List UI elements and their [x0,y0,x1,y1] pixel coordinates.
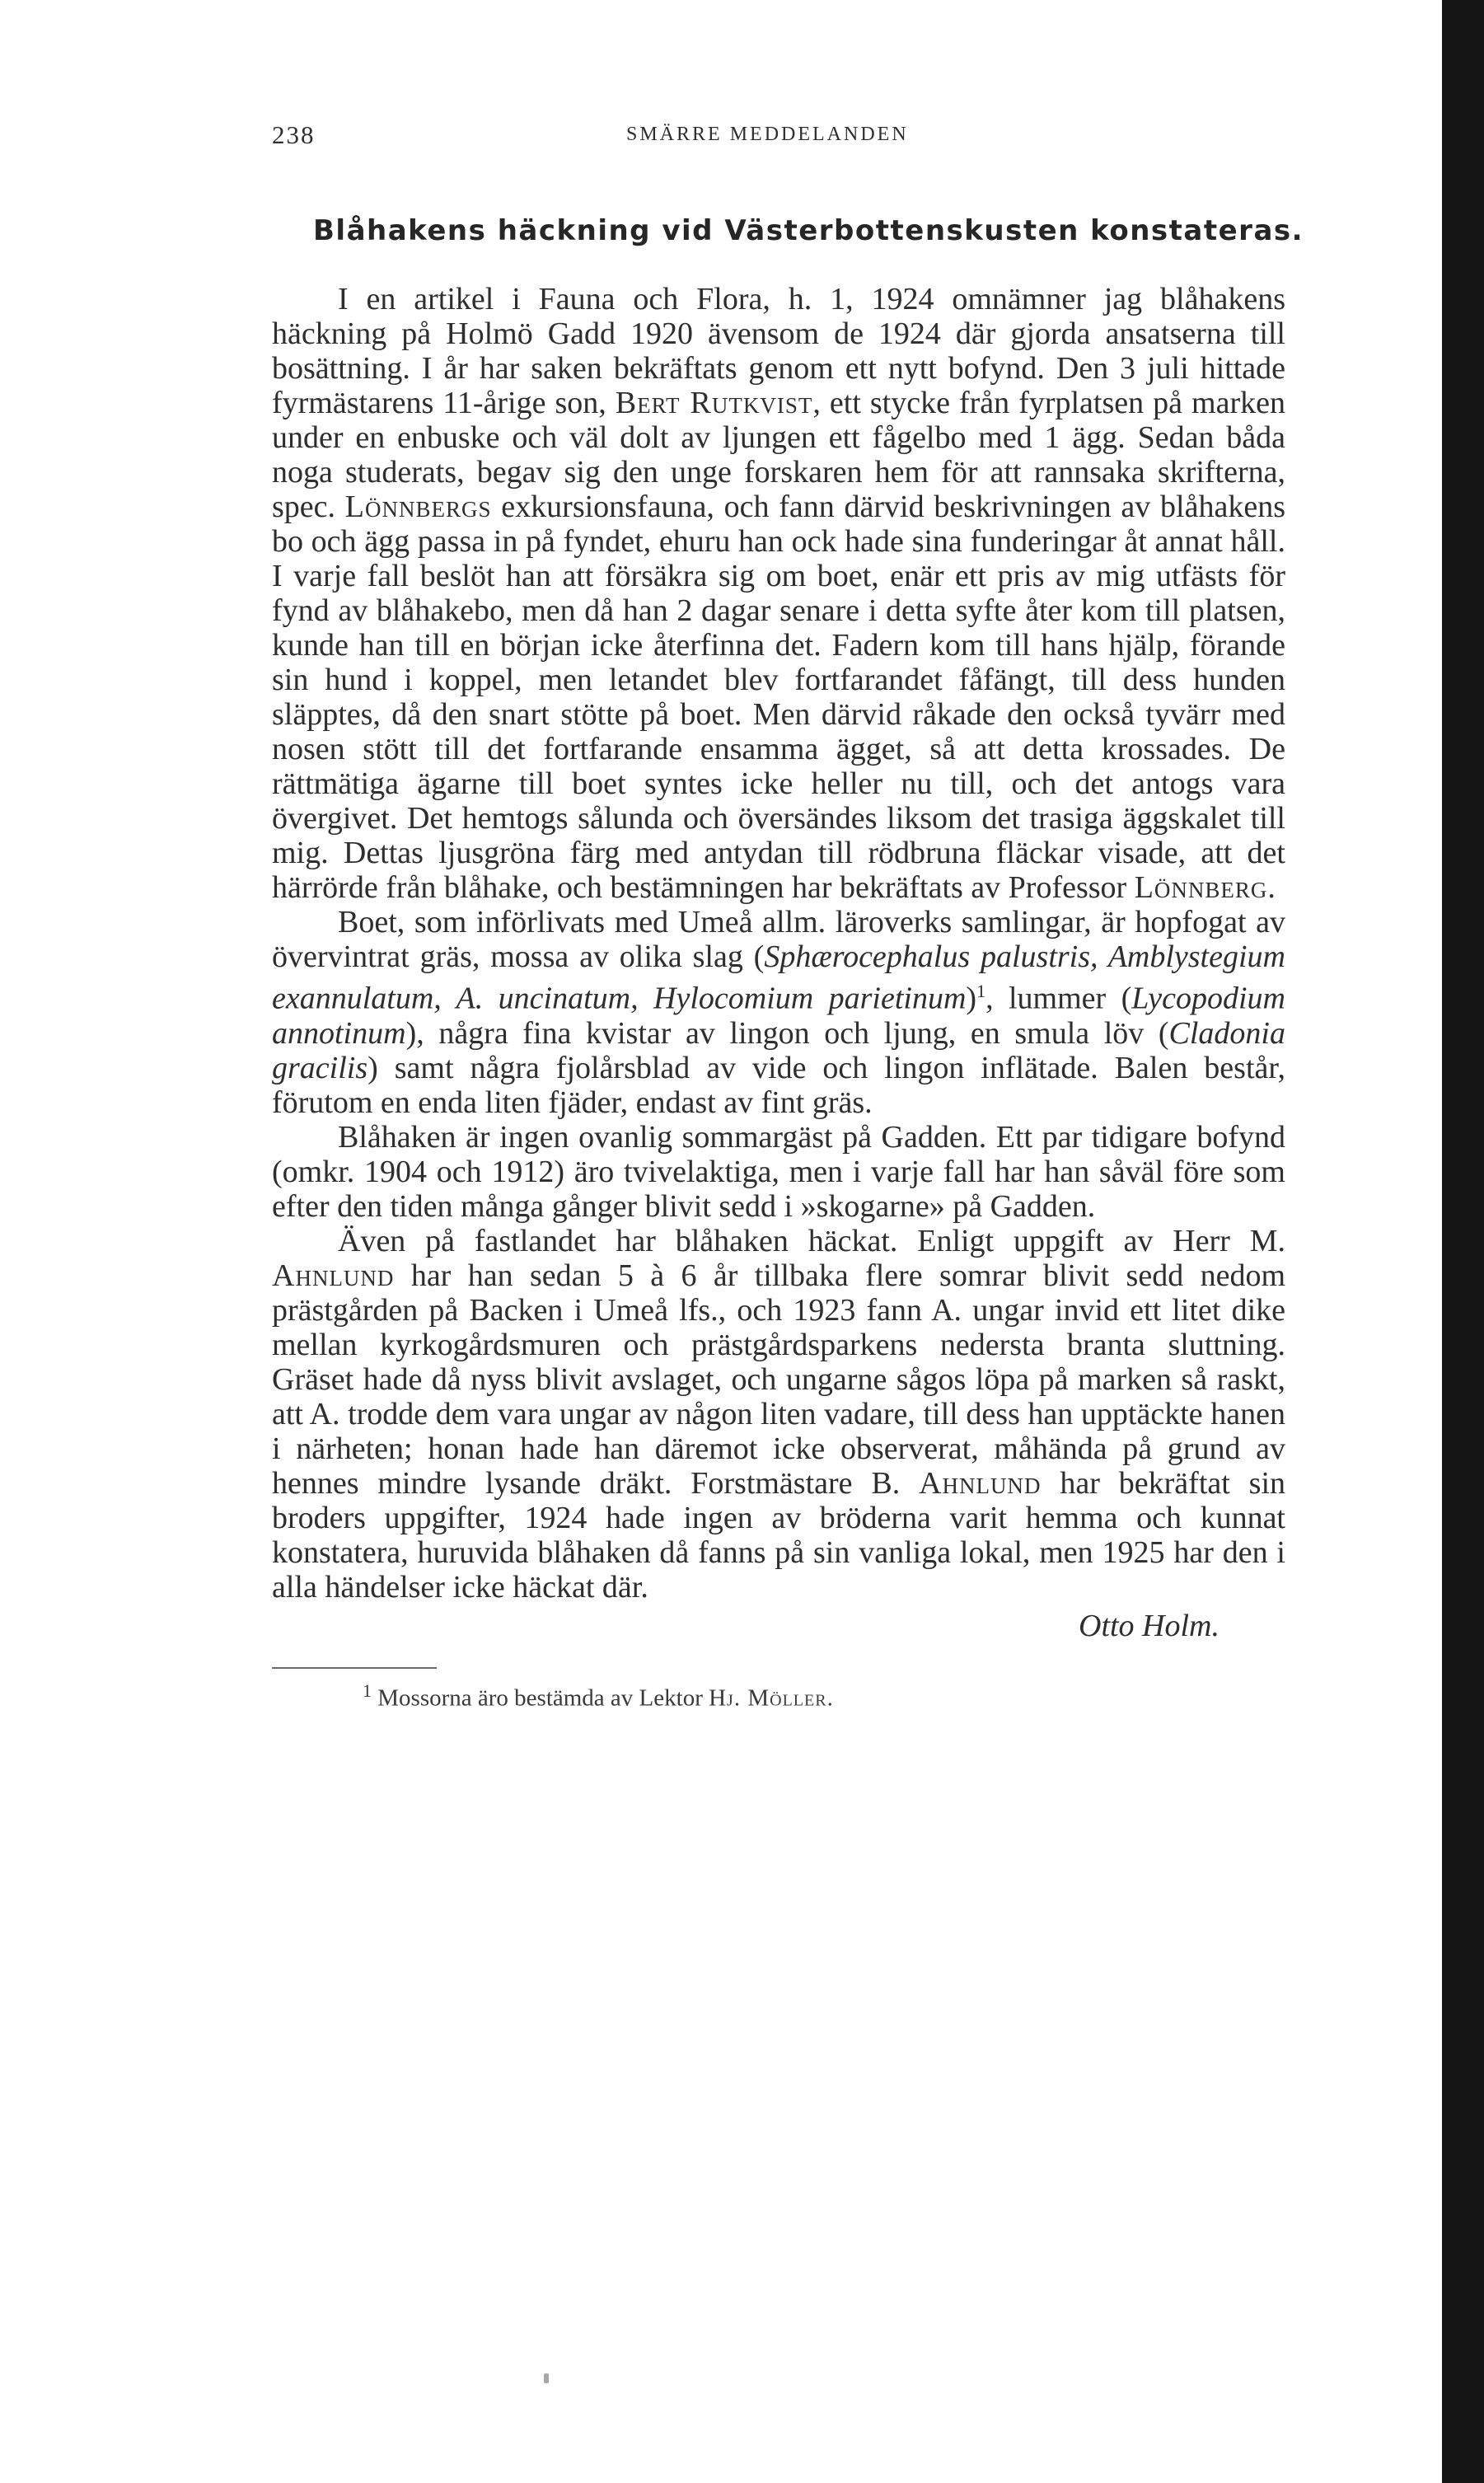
p4-text-a: Även på fastlandet har blåhaken häckat. Enligt uppgift av Herr M. [338,1223,1285,1258]
paragraph-3: Blåhaken är ingen ovanlig sommargäst på Gadden. Ett par tidigare bofynd (omkr. 1904 och 1912) äro tvivelaktiga, men i varje fall har han såväl före som efter den tiden många gånger blivit sedd i »skogarne» på Gadden. [272,1119,1285,1224]
person-name: Ahnlund [919,1465,1042,1501]
p1-text-a: I en artikel i Fauna och Flora, h. 1, 1924 omnämner jag blåhakens häckning på Holmö Gadd 1920 ävensom de 1924 där gjorda ansatserna till bosättning. I år har saken bekräftats genom ett nytt bofynd. Den 3 juli hittade fyrmästarens 11-årige son, [272,282,1285,420]
author-signature: Otto Holm. [1079,1608,1220,1643]
paragraph-2 [272,905,1285,1120]
p2-text-b: ) [966,981,977,1016]
footnote [363,1680,1310,1712]
p1-text-c: exkursionsfauna, och fann därvid beskrivningen av blåhakens bo och ägg passa in på fyndet, ehuru han ock hade sina funderingar åt annat håll. I varje fall beslöt han att försäkra sig om boet, enär ett pris av mig utfästs för fynd av blåhakebo, men då han 2 dagar senare i detta syfte åter kom till platsen, kunde han till en början icke återfinna det. Fadern kom till hans hjälp, förande sin hund i koppel, men letandet blev fortfarandet fåfängt, till dess hunden släpptes, då den snart stötte på boet. Men därvid råkade den också tyvärr med nosen stött till det fortfarande ensamma ägget, så att detta krossades. De rättmätiga ägarne till boet syntes icke heller nu till, och det antogs vara övergivet. Det hemtogs sålunda och översändes liksom det trasiga äggskalet till mig. Dettas ljusgröna färg med antydan till rödbruna fläckar visade, att det härrörde från blåhake, och bestämningen har bekräftats av Professor [272,490,1285,905]
p4-text-c: har bekräftat sin broders uppgifter, 1924 hade ingen av bröderna varit hemma och kunnat konstatera, huruvida blåhaken då fanns på sin vanliga lokal, men 1925 har den i alla händelser icke häckat där. [272,1465,1286,1605]
footnote-person: Hj. Möller [709,1684,827,1712]
lycopodium-species: Lycopodium annotinum [272,981,1285,1051]
p2-text-c: , lummer ( [985,981,1132,1016]
scan-speck [544,2373,549,2383]
author-name: Lönnbergs [344,490,492,524]
page-number: 238 [272,120,316,149]
running-header [272,107,1310,157]
footnote-text-b: . [826,1684,833,1712]
p2-text-e: ) samt några fjolårsblad av vide och lingon inflätade. Balen består, förutom en enda liten fjäder, endast av fint gräs. [272,1050,1285,1120]
document-page [272,107,1310,2003]
cladonia-species: Cladonia gracilis [272,1015,1285,1085]
p2-text-a: Boet, som införlivats med Umeå allm. läroverks samlingar, är hopfogat av övervintrat gräs, mossa av olika slag ( [272,905,1285,974]
footnote-divider [272,1667,437,1669]
scan-edge-bar [1442,0,1484,2483]
p4-text-b: har han sedan 5 à 6 år tillbaka flere somrar blivit sedd nedom prästgården på Backen i Umeå lfs., och 1923 fann A. ungar invid ett litet dike mellan kyrkogårdsmuren och prästgårdsparkens nedersta branta sluttning. Gräset hade då nyss blivit avslaget, och ungarne sågos löpa på marken så raskt, att A. trodde dem vara ungar av någon liten vadare, till dess han upptäckte hanen i närheten; honan hade han däremot icke observerat, måhända på grund av hennes mindre lysande dräkt. Forstmästare B. [272,1258,1285,1501]
footnote-ref: 1 [976,981,986,1001]
person-name: Bert Rutkvist [615,386,813,420]
article-title: Blåhakens häckning vid Västerbottenskusten konstateras. [313,214,1304,247]
footnote-text-a: Mossorna äro bestämda av Lektor [372,1684,709,1712]
p1-text-d: . [1267,870,1276,905]
running-title: SMÄRRE MEDDELANDEN [626,124,909,145]
paragraph-4 [272,1224,1285,1605]
p2-text-d: ), några fina kvistar av lingon och ljung, en smula löv ( [405,1015,1169,1051]
person-name: Ahnlund [272,1258,395,1293]
p1-text-b: , ett stycke från fyrplatsen på marken under en enbuske och väl dolt av ljungen ett fågelbo med 1 ägg. Sedan båda noga studerats, begav sig den unge forskaren hem för att rannsaka skrifterna, spec. [272,386,1285,524]
footnote-marker: 1 [363,1680,372,1701]
article-body [272,282,1285,1605]
professor-name: Lönnberg [1134,870,1268,905]
moss-species: Sphærocephalus palustris, Amblystegium exannulatum, A. uncinatum, Hylocomium parietinum [272,939,1285,1016]
paragraph-1 [272,282,1285,905]
